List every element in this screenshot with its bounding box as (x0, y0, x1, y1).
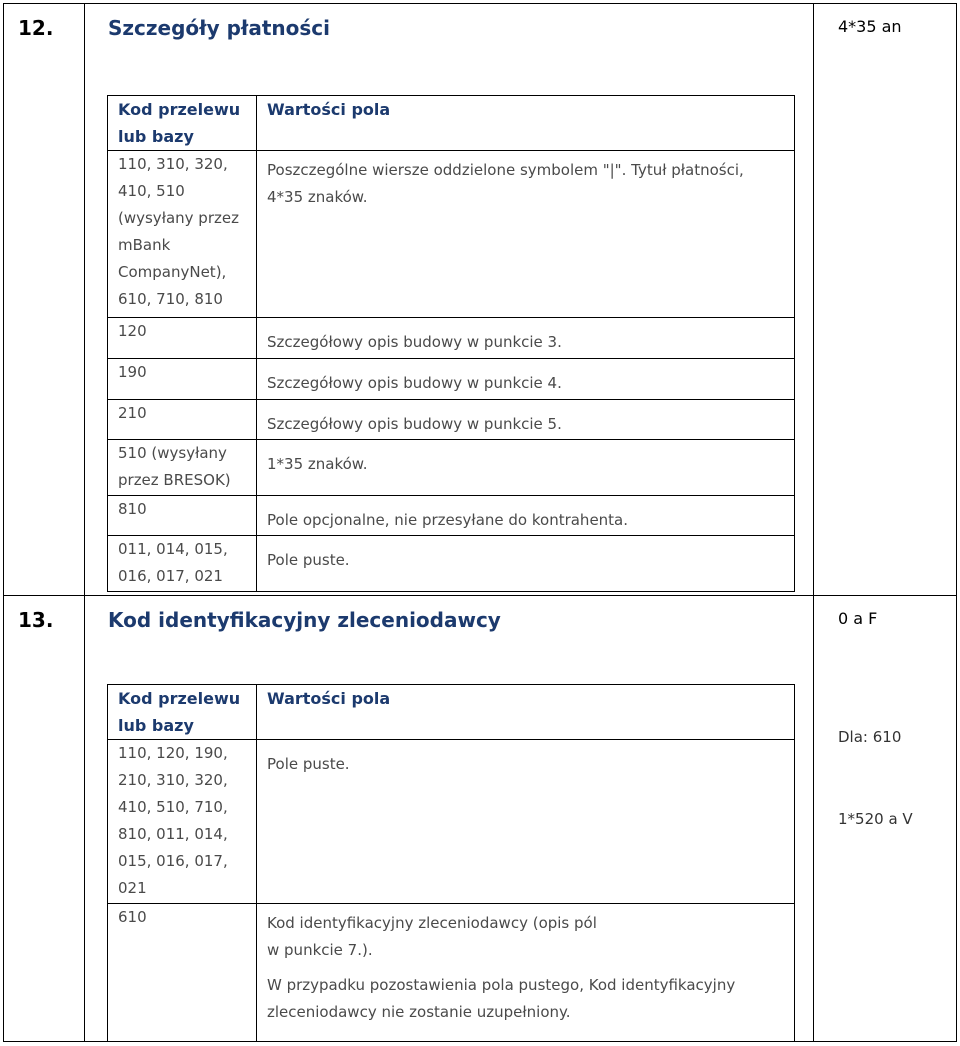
table-row-code: 011, 014, 015, 016, 017, 021 (108, 536, 257, 592)
col-divider-right-13 (813, 595, 814, 1042)
col-divider-right-12 (813, 3, 814, 595)
header-values: Wartości pola (257, 685, 795, 740)
table-row-code: 610 (108, 904, 257, 1042)
field-empty-note: W przypadku pozostawienia pola pustego, Kod identyfikacyjny zleceniodawcy nie zostanie uzupełniony. (267, 976, 736, 1021)
table-row-code: 810 (108, 496, 257, 536)
field-format: 4*35 an (838, 17, 902, 36)
table-row-code: 110, 120, 190, 210, 310, 320, 410, 510, 710, 810, 011, 014, 015, 016, 017, 021 (108, 740, 257, 904)
section-title: Szczegóły płatności (108, 16, 330, 40)
table-row-code: 190 (108, 359, 257, 400)
applies-to-note: Dla: 610 (838, 728, 902, 746)
header-code: Kod przelewu lub bazy (108, 96, 257, 151)
values-table-12 (107, 95, 795, 592)
section-divider (3, 595, 957, 596)
table-row-value: Pole puste. (257, 536, 795, 592)
table-row-value: Pole puste. (257, 740, 795, 904)
alt-format-note: 1*520 a V (838, 810, 913, 828)
table-row-value: Szczegółowy opis budowy w punkcie 4. (257, 359, 795, 400)
table-row-value: Szczegółowy opis budowy w punkcie 5. (257, 400, 795, 440)
table-row-code: 120 (108, 318, 257, 359)
section-number: 12. (18, 16, 54, 40)
header-code: Kod przelewu lub bazy (108, 685, 257, 740)
table-row-value: Pole opcjonalne, nie przesyłane do kontrahenta. (257, 496, 795, 536)
field-description: Kod identyfikacyjny zleceniodawcy (opis pól w punkcie 7.). (267, 914, 597, 959)
table-row-value: Szczegółowy opis budowy w punkcie 3. (257, 318, 795, 359)
table-row-value: 1*35 znaków. (257, 440, 795, 496)
table-row-code: 110, 310, 320, 410, 510 (wysyłany przez mBank CompanyNet), 610, 710, 810 (108, 151, 257, 318)
header-values: Wartości pola (257, 96, 795, 151)
col-divider-left-13 (84, 595, 85, 1042)
values-table-13 (107, 684, 795, 1042)
col-divider-left-12 (84, 3, 85, 595)
table-row-code: 210 (108, 400, 257, 440)
table-row-value (257, 904, 795, 1042)
table-row-code: 510 (wysyłany przez BRESOK) (108, 440, 257, 496)
section-number: 13. (18, 608, 54, 632)
table-row-value: Poszczególne wiersze oddzielone symbolem "|". Tytuł płatności, 4*35 znaków. (257, 151, 795, 318)
field-format: 0 a F (838, 609, 878, 628)
section-title: Kod identyfikacyjny zleceniodawcy (108, 608, 501, 632)
